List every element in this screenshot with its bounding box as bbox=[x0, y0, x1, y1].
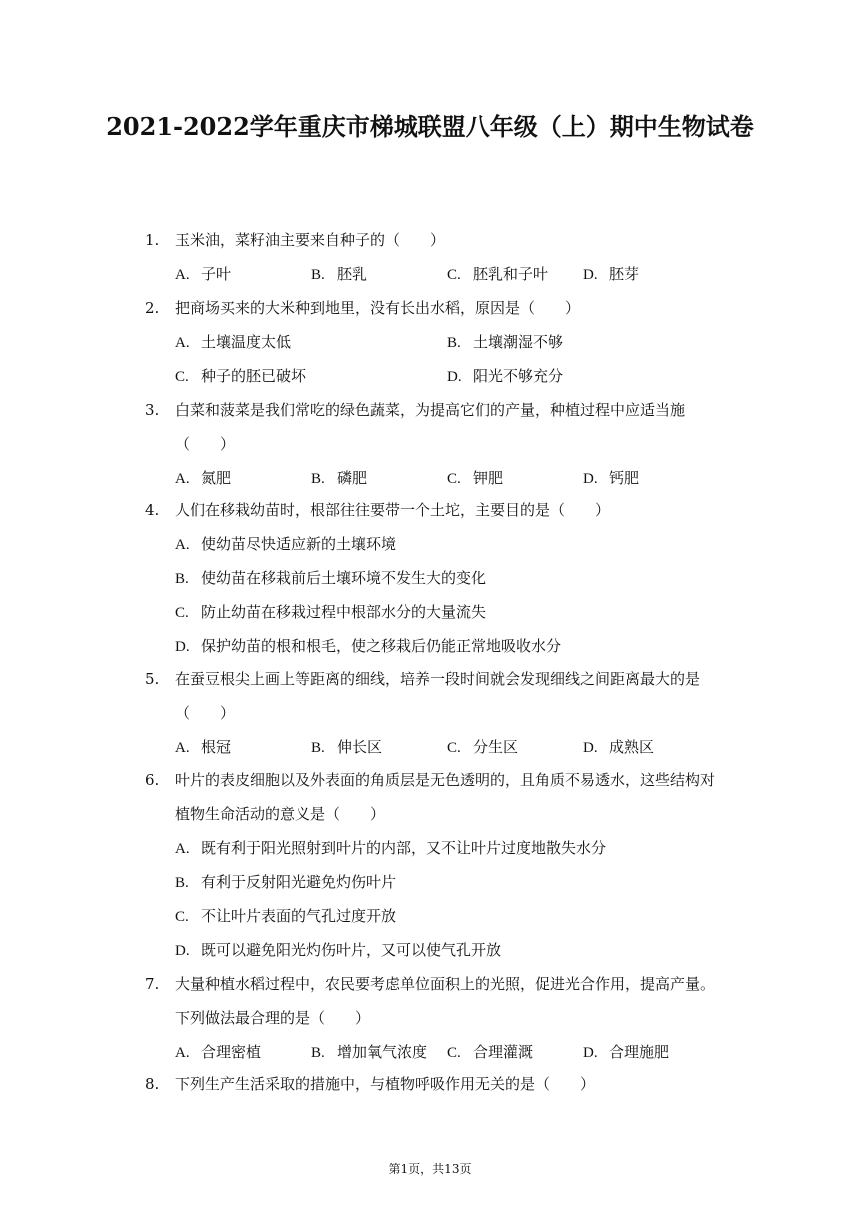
option-c: C. 钾肥 bbox=[447, 469, 504, 487]
option-a: A. 土壤温度太低 bbox=[175, 333, 292, 351]
question-stem: 白菜和菠菜是我们常吃的绿色蔬菜，为提高它们的产量，种植过程中应适当施（ ） bbox=[175, 401, 686, 453]
question-number: 4. bbox=[145, 501, 160, 519]
question-number: 7. bbox=[145, 975, 160, 993]
question-stem: 大量种植水稻过程中，农民要考虑单位面积上的光照，促进光合作用，提高产量。下列做法最合理的是（ ） bbox=[175, 975, 716, 1027]
question-number: 8. bbox=[145, 1075, 160, 1093]
question-number: 5. bbox=[145, 670, 160, 688]
option-a: A. 根冠 bbox=[175, 738, 232, 756]
option-c: C. 种子的胚已破坏 bbox=[175, 367, 307, 385]
option-b: B. 磷肥 bbox=[311, 469, 368, 487]
option-c: C. 不让叶片表面的气孔过度开放 bbox=[175, 907, 397, 925]
option-a: A. 合理密植 bbox=[175, 1043, 262, 1061]
option-c: C. 合理灌溉 bbox=[447, 1043, 534, 1061]
question-number: 3. bbox=[145, 401, 160, 419]
question-stem: 下列生产生活采取的措施中，与植物呼吸作用无关的是（ ） bbox=[175, 1075, 596, 1093]
page-footer: 第1页，共13页 bbox=[388, 1162, 472, 1176]
option-b: B. 伸长区 bbox=[311, 738, 383, 756]
option-d: D. 阳光不够充分 bbox=[447, 367, 564, 385]
option-c: C. 分生区 bbox=[447, 738, 519, 756]
option-d: D. 胚芽 bbox=[583, 265, 640, 283]
question-stem: 在蚕豆根尖上画上等距离的细线，培养一段时间就会发现细线之间距离最大的是（ ） bbox=[175, 670, 701, 722]
question-number: 2. bbox=[145, 299, 160, 317]
option-c: C. 防止幼苗在移栽过程中根部水分的大量流失 bbox=[175, 603, 487, 621]
option-a: A. 使幼苗尽快适应新的土壤环境 bbox=[175, 535, 397, 553]
question-stem: 把商场买来的大米种到地里，没有长出水稻，原因是（ ） bbox=[175, 299, 581, 317]
option-a: A. 子叶 bbox=[175, 265, 232, 283]
option-c: C. 胚乳和子叶 bbox=[447, 265, 549, 283]
question-number: 1. bbox=[145, 231, 160, 249]
option-a: A. 既有利于阳光照射到叶片的内部，又不让叶片过度地散失水分 bbox=[175, 839, 607, 857]
question-number: 6. bbox=[145, 771, 160, 789]
option-d: D. 钙肥 bbox=[583, 469, 640, 487]
question-stem: 人们在移栽幼苗时，根部往往要带一个土坨，主要目的是（ ） bbox=[175, 501, 611, 519]
question-stem: 玉米油，菜籽油主要来自种子的（ ） bbox=[175, 231, 446, 249]
question-stem: 叶片的表皮细胞以及外表面的角质层是无色透明的，且角质不易透水，这些结构对植物生命活动的意义是（ ） bbox=[175, 771, 716, 823]
option-b: B. 使幼苗在移栽前后土壤环境不发生大的变化 bbox=[175, 569, 487, 587]
option-d: D. 既可以避免阳光灼伤叶片，又可以使气孔开放 bbox=[175, 941, 502, 959]
option-d: D. 保护幼苗的根和根毛，使之移栽后仍能正常地吸收水分 bbox=[175, 637, 562, 655]
option-a: A. 氮肥 bbox=[175, 469, 232, 487]
page-title: 2021-2022学年重庆市梯城联盟八年级（上）期中生物试卷 bbox=[106, 112, 754, 141]
option-b: B. 增加氧气浓度 bbox=[311, 1043, 428, 1061]
option-b: B. 土壤潮湿不够 bbox=[447, 333, 564, 351]
option-d: D. 合理施肥 bbox=[583, 1043, 670, 1061]
option-b: B. 有利于反射阳光避免灼伤叶片 bbox=[175, 873, 397, 891]
option-d: D. 成熟区 bbox=[583, 738, 655, 756]
option-b: B. 胚乳 bbox=[311, 265, 368, 283]
